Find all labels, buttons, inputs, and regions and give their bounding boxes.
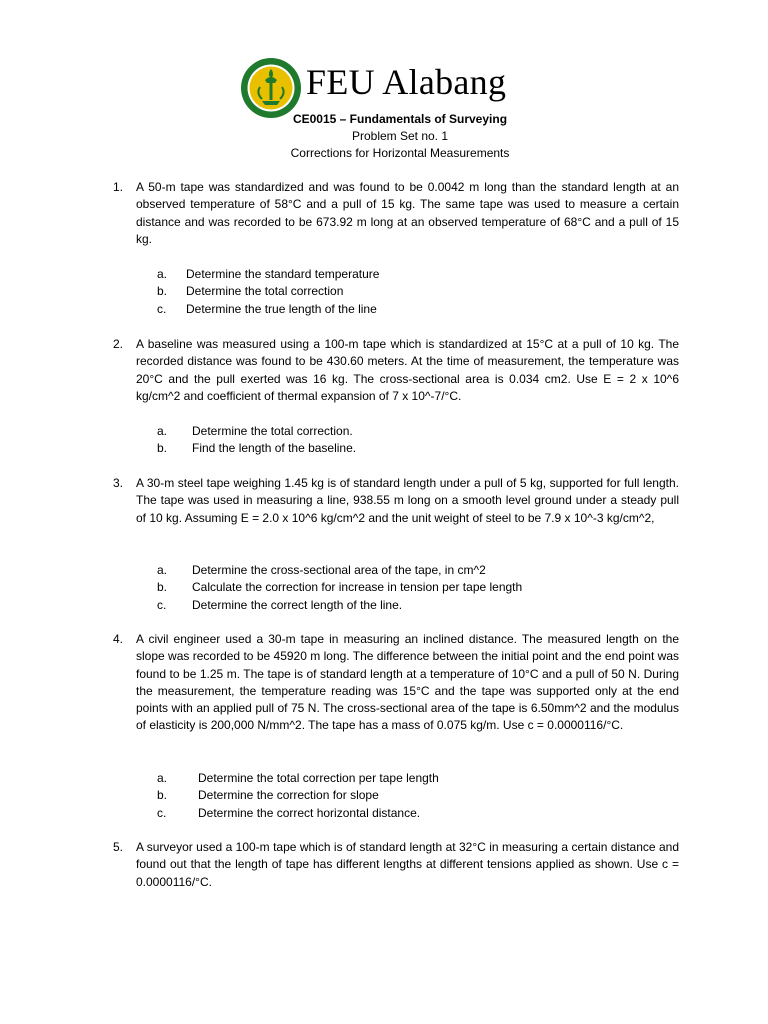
title-block <box>200 111 600 162</box>
list-item <box>157 805 677 822</box>
problem-4-items <box>157 770 677 822</box>
problem-5 <box>113 839 679 891</box>
item-letter: a. <box>157 563 168 577</box>
list-item <box>157 579 677 596</box>
item-letter: a. <box>157 771 168 785</box>
problem-text: A 50-m tape was standardized and was found to be 0.0042 m long than the standard length at an observed temperature of 58°C and a pull of 15 kg. The same tape was used to measure a certain distance and was recorded to be 673.92 m long at an observed temperature of 68°C and a pull of 15 kg. <box>136 180 679 246</box>
list-item <box>157 787 677 804</box>
problem-number: 2. <box>113 337 124 351</box>
list-item <box>157 770 677 787</box>
problem-3 <box>113 475 679 527</box>
problem-number: 3. <box>113 476 124 490</box>
problem-number: 5. <box>113 840 124 854</box>
item-text: Determine the correct horizontal distance. <box>198 805 421 820</box>
problem-3-items <box>157 562 677 614</box>
problem-text: A baseline was measured using a 100-m tape which is standardized at 15°C at a pull of 10 kg. The recorded distance was found to be 430.60 meters. At the time of measurement, the temperature was 20°C and the pull exerted was 16 kg. The cross-sectional area is 0.034 cm2. Use E = 2 x 10^6 kg/cm^2 and coefficient of thermal expansion of 7 x 10^-7/°C. <box>136 337 679 403</box>
item-letter: b. <box>157 284 168 299</box>
problem-2 <box>113 336 679 405</box>
item-letter: c. <box>157 597 167 612</box>
problem-set-title: Problem Set no. 1 <box>351 129 449 143</box>
item-letter: b. <box>157 580 168 595</box>
problem-text: A civil engineer used a 30-m tape in measuring an inclined distance. The measured length on the slope was recorded to be 45920 m long. The difference between the initial point and the end point was found to be 1.25 m. The tape is of standard length at a temperature of 10°C and a pull of 50 N. During the measurement, the temperature reading was 15°C and the tape was supported only at the end points with an applied pull of 75 N. The cross-sectional area of the tape is 6.50mm^2 and the modulus of elasticity is 200,000 N/mm^2. The tape has a mass of 0.075 kg/m. Use c = 0.0000116/°C. <box>136 632 679 733</box>
problem-1-items <box>157 266 677 318</box>
item-text: Determine the correct length of the line. <box>192 597 403 612</box>
brand-name: FEU Alabang <box>306 62 507 102</box>
item-text: Determine the total correction <box>186 284 344 299</box>
feu-alabang-seal-logo <box>240 57 302 119</box>
problem-text: A surveyor used a 100-m tape which is of standard length at 32°C in measuring a certain distance and found out that the length of tape has different lengths at different tensions applied as shown. Use c = 0.0000116/°C. <box>136 840 679 889</box>
problem-text: A 30-m steel tape weighing 1.45 kg is of standard length under a pull of 5 kg, supported for full length. The tape was used in measuring a line, 938.55 m long on a smooth level ground under a steady pull of 10 kg. Assuming E = 2.0 x 10^6 kg/cm^2 and the unit weight of steel to be 7.9 x 10^-3 kg/cm^2, <box>136 476 679 525</box>
item-letter: c. <box>157 301 167 316</box>
item-letter: c. <box>157 805 167 820</box>
item-text: Determine the standard temperature <box>186 267 380 281</box>
list-item <box>157 283 677 300</box>
problem-number: 4. <box>113 632 124 646</box>
item-text: Determine the true length of the line <box>186 301 377 316</box>
list-item <box>157 423 677 440</box>
list-item <box>157 597 677 614</box>
item-letter: b. <box>157 788 168 803</box>
item-letter: b. <box>157 441 168 456</box>
item-text: Determine the correction for slope <box>198 788 379 803</box>
topic-title: Corrections for Horizontal Measurements <box>290 146 510 160</box>
item-text: Determine the cross-sectional area of the tape, in cm^2 <box>192 563 486 577</box>
problem-2-items <box>157 423 677 458</box>
item-text: Calculate the correction for increase in tension per tape length <box>192 580 523 595</box>
item-letter: a. <box>157 424 168 438</box>
course-title: CE0015 – Fundamentals of Surveying <box>292 112 508 126</box>
problem-number: 1. <box>113 180 124 194</box>
problem-4 <box>113 631 679 735</box>
problem-1 <box>113 179 679 248</box>
list-item <box>157 562 677 579</box>
item-text: Determine the total correction per tape length <box>198 771 439 785</box>
list-item <box>157 440 677 457</box>
item-letter: a. <box>157 267 168 281</box>
list-item <box>157 266 677 283</box>
list-item <box>157 301 677 318</box>
item-text: Find the length of the baseline. <box>192 441 357 456</box>
item-text: Determine the total correction. <box>192 424 353 438</box>
